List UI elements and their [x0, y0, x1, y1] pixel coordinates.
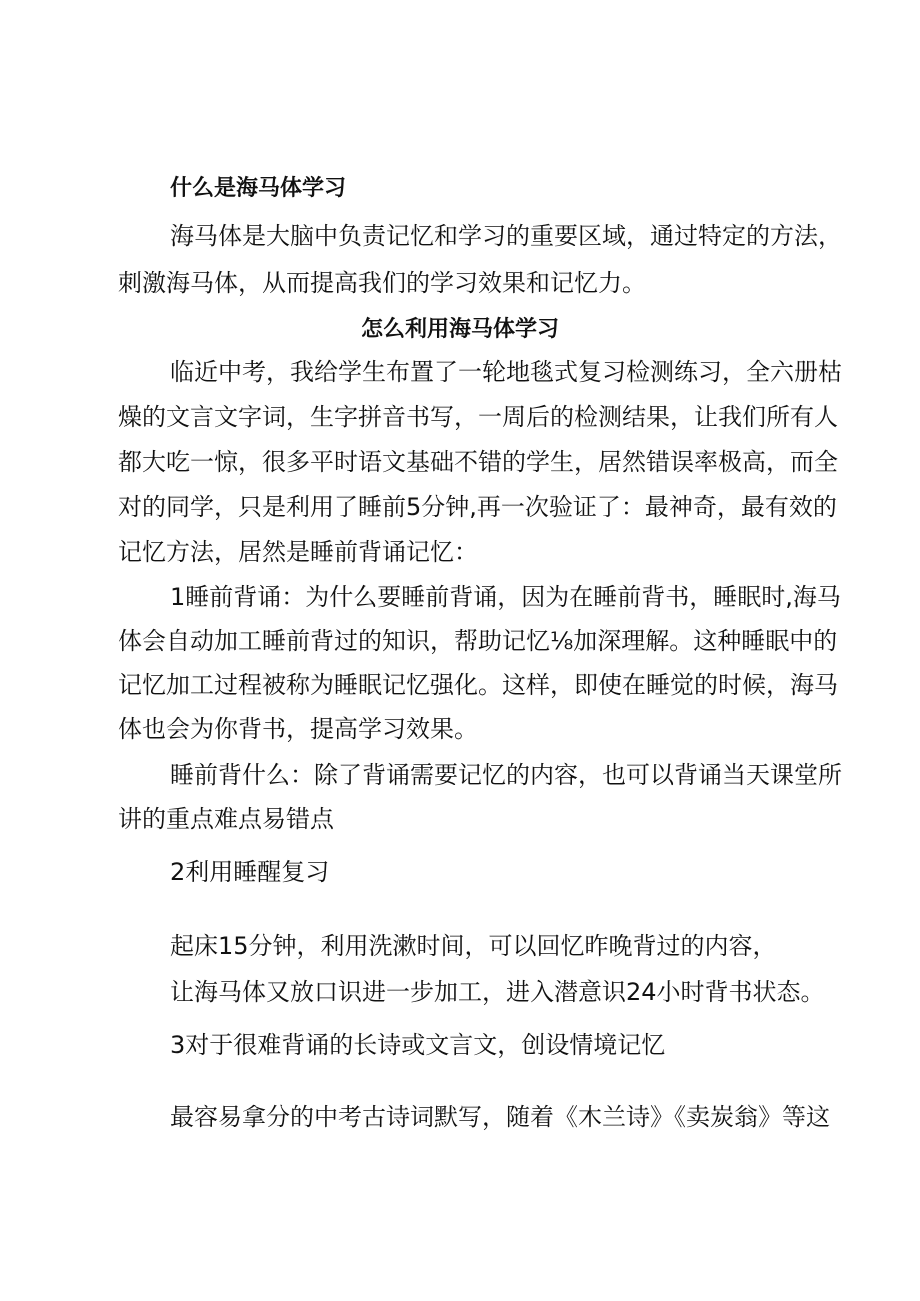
tip1-line-4: 体也会为你背书，提高学习效果。 [118, 715, 478, 743]
story-line-4: 对的同学，只是利用了睡前5分钟,再一次验证了：最神奇，最有效的 [118, 493, 837, 521]
heading-what-is-hippocampus-learning: 什么是海马体学习 [170, 176, 347, 201]
tip2-line-2: 让海马体又放口识进一步加工，进入潜意识24小时背书状态。 [170, 978, 825, 1006]
story-line-2: 燥的文言文字词，生字拼音书写，一周后的检测结果，让我们所有人 [118, 403, 838, 431]
story-line-1: 临近中考，我给学生布置了一轮地毯式复习检测练习，全六册枯 [170, 358, 842, 386]
story-line-5: 记忆方法，居然是睡前背诵记忆： [118, 538, 478, 566]
tip1-line-1: 1睡前背诵：为什么要睡前背诵，因为在睡前背书，睡眠时,海马 [170, 583, 841, 611]
intro-line-2: 刺激海马体，从而提高我们的学习效果和记忆力。 [118, 269, 646, 297]
tip3-text: 最容易拿分的中考古诗词默写，随着《木兰诗》《卖炭翁》等这 [170, 1103, 830, 1131]
heading-how-to-use-hippocampus: 怎么利用海马体学习 [360, 317, 559, 342]
what-to-recite-line-2: 讲的重点难点易错点 [118, 805, 334, 833]
tip1-line-3: 记忆加工过程被称为睡眠记忆强化。这样，即使在睡觉的时候，海马 [118, 671, 838, 699]
tip2-line-1: 起床15分钟，利用洗漱时间，可以回忆昨晚背过的内容， [170, 932, 777, 960]
intro-line-1: 海马体是大脑中负责记忆和学习的重要区域，通过特定的方法， [170, 222, 842, 250]
tip3-title: 3对于很难背诵的长诗或文言文，创设情境记忆 [170, 1031, 666, 1059]
tip2-title: 2利用睡醒复习 [170, 858, 330, 886]
what-to-recite-line-1: 睡前背什么：除了背诵需要记忆的内容，也可以背诵当天课堂所 [170, 761, 842, 789]
story-line-3: 都大吃一惊，很多平时语文基础不错的学生，居然错误率极高，而全 [118, 448, 838, 476]
tip1-line-2: 体会自动加工睡前背过的知识，帮助记忆⅛加深理解。这种睡眠中的 [118, 627, 838, 655]
